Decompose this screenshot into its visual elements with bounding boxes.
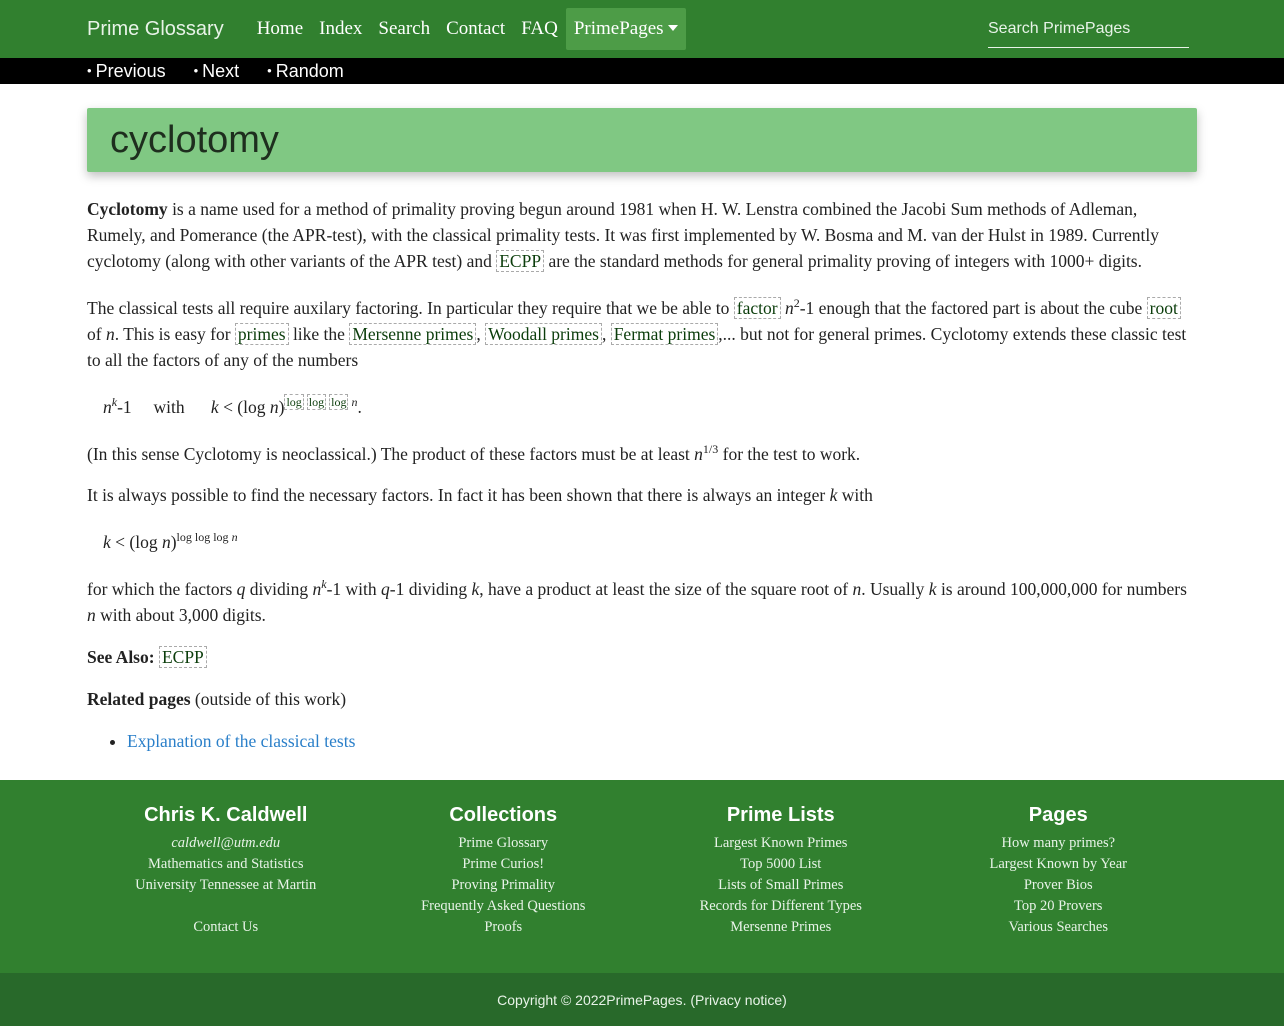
footer-link[interactable]: Largest Known by Year <box>989 856 1127 872</box>
footer-link[interactable]: Top 20 Provers <box>1014 898 1103 914</box>
footer-link[interactable]: Proofs <box>484 919 523 935</box>
text: dividing <box>245 579 313 600</box>
paragraph-intro <box>87 196 1197 274</box>
var-n: n <box>103 396 112 417</box>
footer-col-prime-lists <box>642 780 920 973</box>
var-n: n <box>694 443 703 464</box>
text: The classical tests all require auxilary factoring. In particular they require that we be able to <box>87 297 734 318</box>
text: with <box>153 396 185 417</box>
footer-text: Mathematics and Statistics <box>148 856 304 872</box>
footer-link[interactable]: Prover Bios <box>1023 877 1093 893</box>
main-content <box>0 108 1284 754</box>
var-n: n <box>312 579 322 600</box>
text: -1 with <box>326 579 382 600</box>
privacy-notice-link[interactable]: Privacy notice <box>695 991 783 1008</box>
link-see-also-ecpp[interactable]: ECPP <box>159 646 207 668</box>
footer-heading: Pages <box>1028 804 1088 826</box>
var-k: k <box>928 579 937 600</box>
footer-text: University Tennessee at Martin <box>135 877 317 893</box>
text: of <box>87 323 106 344</box>
formula-1 <box>87 389 1197 420</box>
next-label: Next <box>202 60 240 81</box>
chevron-down-icon <box>668 25 678 31</box>
copyright-text: Copyright © 2022 <box>497 991 607 1008</box>
text: It is always possible to find the necessary factors. In fact it has been shown that there is always an integer <box>87 485 830 506</box>
nav-primepages-label: PrimePages <box>573 18 664 39</box>
random-link[interactable] <box>267 61 344 82</box>
var-n: n <box>231 530 238 545</box>
title-banner <box>87 108 1197 172</box>
footer-col-collections <box>365 780 643 973</box>
footer-col-pages <box>920 780 1198 973</box>
link-classical-tests[interactable]: Explanation of the classical tests <box>127 731 356 752</box>
text: , <box>476 323 486 344</box>
link-log[interactable]: log <box>286 394 302 409</box>
link-ecpp[interactable]: ECPP <box>496 250 544 272</box>
link-fermat-primes[interactable]: Fermat primes <box>611 323 719 345</box>
paragraph-neoclassical <box>87 436 1197 467</box>
copyright-text: . ( <box>682 991 696 1008</box>
footer-link[interactable]: Top 5000 List <box>740 856 822 872</box>
brand-link[interactable]: Prime Glossary <box>87 17 224 40</box>
related-label: Related pages <box>87 689 191 710</box>
link-primes[interactable]: primes <box>235 323 289 345</box>
footer-link[interactable]: Lists of Small Primes <box>718 877 844 893</box>
nav-contact[interactable]: Contact <box>446 18 506 39</box>
text: , <box>601 323 611 344</box>
related-pages <box>87 686 1197 712</box>
var-k: k <box>471 579 480 600</box>
see-also <box>87 644 1197 670</box>
footer-heading: Prime Lists <box>726 804 835 826</box>
var-k: k <box>829 485 838 506</box>
var-q: q <box>381 579 390 600</box>
text: ,... but not for general primes. Cyclotomy extends these classic test to all the factors of any of the numbers <box>87 323 1187 370</box>
paragraph-necessary-factors <box>87 482 1197 508</box>
exponent: 1/3 <box>702 441 719 456</box>
exponent: 2 <box>793 296 800 310</box>
footer-heading: Chris K. Caldwell <box>144 804 308 826</box>
var-k: k <box>111 394 118 409</box>
top-navbar <box>0 0 1284 58</box>
sub-navbar <box>0 58 1284 84</box>
var-n: n <box>351 394 358 409</box>
text: (In this sense Cyclotomy is neoclassical.) The product of these factors must be at least <box>87 443 695 464</box>
footer-link[interactable]: Largest Known Primes <box>714 835 848 851</box>
footer-link[interactable]: Proving Primality <box>451 877 556 893</box>
next-link[interactable] <box>194 61 240 82</box>
var-n: n <box>784 297 794 318</box>
search-input[interactable] <box>988 10 1189 48</box>
page-title: cyclotomy <box>110 118 279 161</box>
var-n: n <box>87 605 96 626</box>
text: . <box>357 396 362 417</box>
var-k: k <box>321 577 327 592</box>
text: . This is easy for <box>114 323 235 344</box>
link-factor[interactable]: factor <box>734 297 781 319</box>
footer-link[interactable]: Mersenne Primes <box>730 919 832 935</box>
text: for the test to work. <box>718 443 861 464</box>
footer-email[interactable]: caldwell@utm.edu <box>171 835 281 851</box>
footer-spacer <box>87 896 365 917</box>
paragraph-classical <box>87 290 1197 373</box>
text: < (log <box>218 396 270 417</box>
see-also-label: See Also: <box>87 647 155 668</box>
text: ) <box>278 396 285 417</box>
text: is a name used for a method of primality proving begun around 1981 when H. W. Lenstra combined the Jacobi Sum methods of Adleman, Rumely, and Pomerance (the APR-test), with the classical primality tests. It was first implemented by W. Bosma and M. van der Hulst in 1989. Currently cyclotomy (along with other variants of the APR test) and <box>87 199 1160 271</box>
footer-contact-link[interactable]: Contact Us <box>193 919 259 935</box>
var-q: q <box>236 579 246 600</box>
nav-faq[interactable]: FAQ <box>521 18 558 39</box>
copyright-bar <box>0 973 1284 1026</box>
footer-link[interactable]: Records for Different Types <box>699 898 862 914</box>
previous-label: Previous <box>95 60 166 81</box>
var-k: k <box>103 532 111 553</box>
footer-col-author <box>87 780 365 973</box>
text: for which the factors <box>87 579 237 600</box>
link-log[interactable]: log <box>331 394 347 409</box>
term-bold: Cyclotomy <box>87 199 168 219</box>
footer-link[interactable]: Frequently Asked Questions <box>421 898 586 914</box>
text: -1 dividing <box>389 579 472 600</box>
random-label: Random <box>275 60 344 81</box>
text: -1 enough that the factored part is about the cube <box>799 297 1147 318</box>
var-n: n <box>161 532 171 553</box>
copyright-text: ) <box>782 991 787 1008</box>
link-mersenne-primes[interactable]: Mersenne primes <box>349 323 476 345</box>
text: with about 3,000 digits. <box>95 605 266 626</box>
list-item <box>127 728 1197 754</box>
footer <box>0 780 1284 973</box>
formula-2 <box>87 524 1197 555</box>
var-n: n <box>269 396 279 417</box>
bullet-icon: • <box>193 62 199 78</box>
nav-primepages-dropdown[interactable] <box>566 8 686 50</box>
text: with <box>837 485 873 506</box>
footer-link[interactable]: Prime Curios! <box>462 856 545 872</box>
text: -1 <box>117 396 132 417</box>
text: are the standard methods for general primality proving of integers with 1000+ digits. <box>544 251 1142 271</box>
text: , have a product at least the size of the square root of <box>479 579 853 600</box>
bullet-icon: • <box>267 62 272 78</box>
var-k: k <box>210 396 219 417</box>
nav-index[interactable]: Index <box>319 18 363 39</box>
nav-search[interactable]: Search <box>378 18 431 39</box>
related-list <box>87 728 1197 754</box>
footer-heading: Collections <box>449 804 558 826</box>
bullet-icon: • <box>87 62 92 78</box>
text: < (log <box>110 532 162 553</box>
exponent: log log log <box>176 530 232 545</box>
footer-link[interactable]: How many primes? <box>1001 835 1116 851</box>
text: ) <box>170 532 177 553</box>
link-woodall-primes[interactable]: Woodall primes <box>485 323 602 345</box>
footer-link[interactable]: Prime Glossary <box>458 835 549 851</box>
nav-home[interactable]: Home <box>256 18 304 39</box>
text: is around 100,000,000 for numbers <box>936 579 1187 600</box>
text: (outside of this work) <box>190 689 347 710</box>
text: . Usually <box>861 579 929 600</box>
previous-link[interactable] <box>87 61 166 82</box>
link-root[interactable]: root <box>1147 297 1181 319</box>
footer-link[interactable]: Various Searches <box>1008 919 1108 935</box>
primepages-link[interactable]: PrimePages <box>606 991 683 1008</box>
text: like the <box>288 323 350 344</box>
var-n: n <box>852 579 862 600</box>
link-log[interactable]: log <box>308 394 325 409</box>
var-n: n <box>105 323 115 344</box>
paragraph-product <box>87 571 1197 628</box>
